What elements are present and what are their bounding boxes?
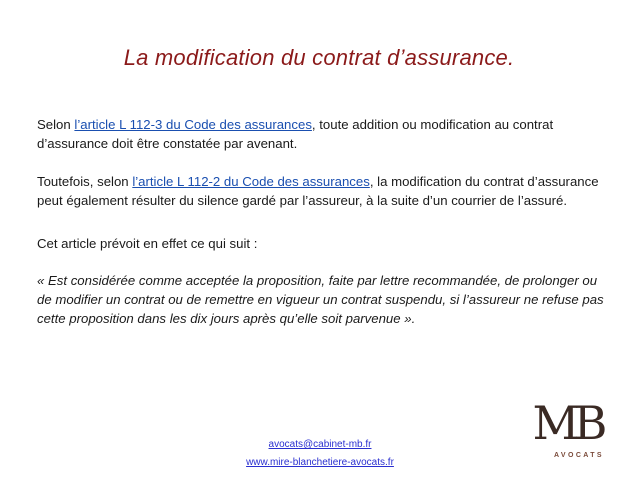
- p2-text-before: Toutefois, selon: [37, 174, 133, 189]
- p1-text-before: Selon: [37, 117, 75, 132]
- paragraph-article-l112-3: [37, 115, 607, 153]
- logo-subtitle: AVOCATS: [554, 452, 604, 459]
- email-link[interactable]: avocats@cabinet-mb.fr: [268, 439, 372, 450]
- paragraph-article-l112-2: [37, 172, 607, 210]
- paragraph-intro-quote: Cet article prévoit en effet ce qui suit :: [37, 236, 258, 251]
- article-l112-2-link[interactable]: l’article L 112-2 du Code des assurances: [132, 174, 370, 189]
- paragraph-quote: « Est considérée comme acceptée la proposition, faite par lettre recommandée, de prolonger ou de modifier un contrat ou de remettre en vigueur un contrat suspendu, si l’assureur ne refuse pas cette proposition dans les dix jours après qu’elle soit parvenue ».: [37, 273, 604, 326]
- p2-text-after: , la modification du contrat d’assurance peut également résulter du silence gardé par l’assureur, à la suite d’un courrier de l’assuré.: [37, 174, 599, 208]
- article-l112-3-link[interactable]: l’article L 112-3 du Code des assurances: [74, 117, 312, 132]
- p1-text-after: , toute addition ou modification au contrat d’assurance doit être constatée par avenant.: [37, 117, 554, 151]
- website-link[interactable]: www.mire-blanchetiere-avocats.fr: [246, 457, 394, 468]
- page-title: La modification du contrat d’assurance.: [123, 45, 515, 70]
- mb-avocats-logo: [520, 398, 614, 464]
- logo-mark: MB: [532, 396, 602, 450]
- footer-links: [210, 436, 430, 472]
